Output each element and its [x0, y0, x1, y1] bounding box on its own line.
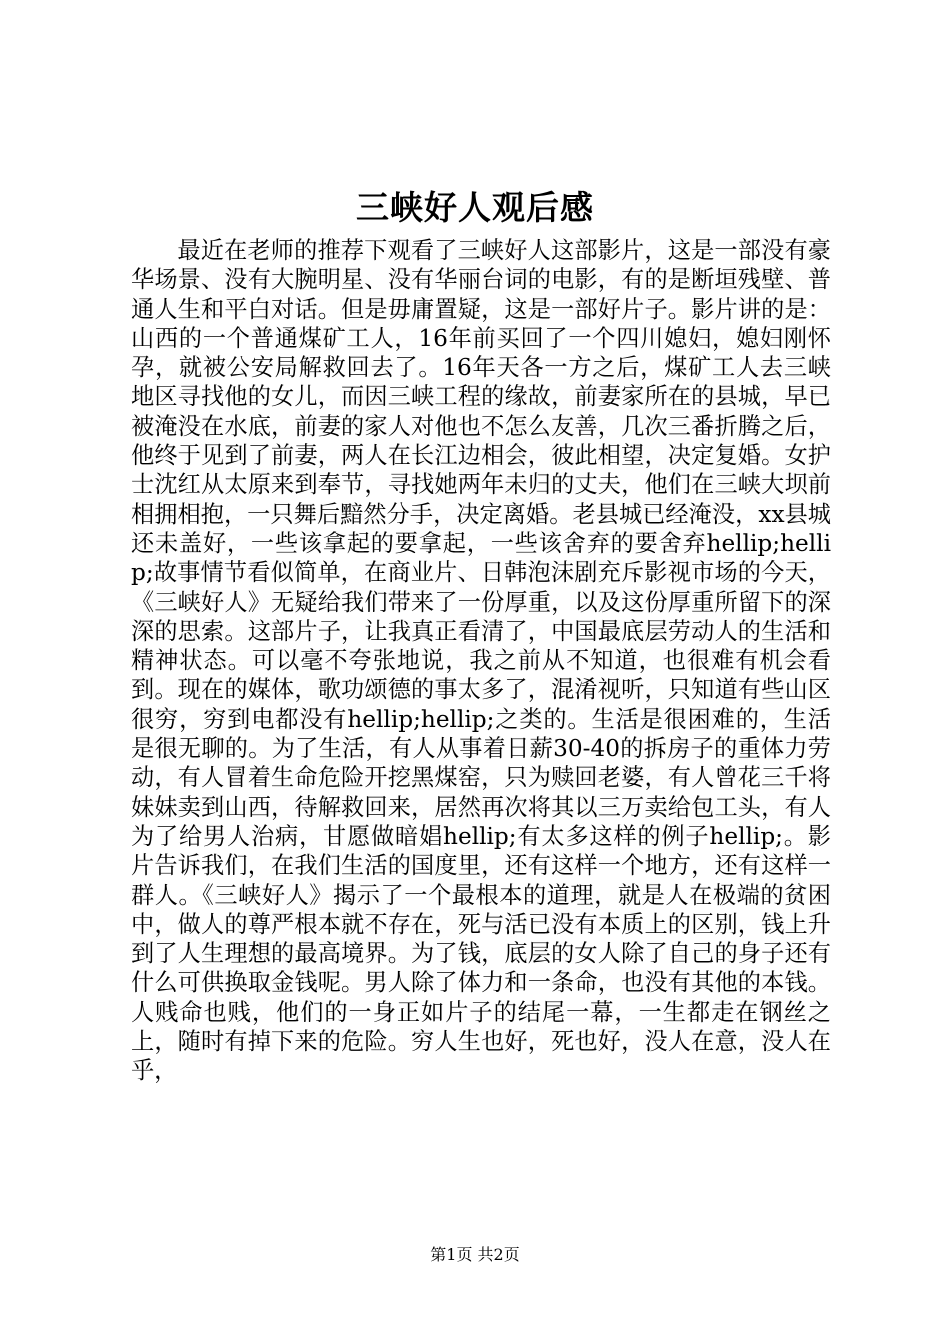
page-number-footer: 第1页 共2页 — [430, 1245, 520, 1264]
document-title: 三峡好人观后感 — [356, 188, 594, 227]
document-body-paragraph: 最近在老师的推荐下观看了三峡好人这部影片，这是一部没有豪华场景、没有大腕明星、没有华丽台词的电影，有的是断垣残壁、普通人生和平白对话。但是毋庸置疑，这是一部好片子。影片讲的是：山西的一个普通煤矿工人，16年前买回了一个四川媳妇，媳妇刚怀孕，就被公安局解救回去了。16年天各一方之后，煤矿工人去三峡地区寻找他的女儿，而因三峡工程的缘故，前妻家所在的县城，早已被淹没在水底，前妻的家人对他也不怎么友善，几次三番折腾之后，他终于见到了前妻，两人在长江边相会，彼此相望，决定复婚。女护士沈红从太原来到奉节，寻找她两年未归的丈夫，他们在三峡大坝前相拥相抱，一只舞后黯然分手，决定离婚。老县城已经淹没，xx县城还未盖好，一些该拿起的要拿起，一些该舍弃的要舍弃hellip;hellip;故事情节看似简单，在商业片、日韩泡沫剧充斥影视市场的今天，《三峡好人》无疑给我们带来了一份厚重，以及这份厚重所留下的深深的思索。这部片子，让我真正看清了，中国最底层劳动人的生活和精神状态。可以毫不夸张地说，我之前从不知道，也很难有机会看到。现在的媒体，歌功颂德的事太多了，混淆视听，只知道有些山区很穷，穷到电都没有hellip;hellip;之类的。生活是很困难的，生活是很无聊的。为了生活，有人从事着日薪30-40的拆房子的重体力劳动，有人冒着生命危险开挖黑煤窑，只为赎回老婆，有人曾花三千将妹妹卖到山西，待解救回来，居然再次将其以三万卖给包工头，有人为了给男人治病，甘愿做暗娼hellip;有太多这样的例子hellip;。影片告诉我们，在我们生活的国度里，还有这样一个地方，还有这样一群人。《三峡好人》揭示了一个最根本的道理，就是人在极端的贫困中，做人的尊严根本就不存在，死与活已没有本质上的区别，钱上升到了人生理想的最高境界。为了钱，底层的女人除了自己的身子还有什么可供换取金钱呢。男人除了体力和一条命，也没有其他的本钱。人贱命也贱，他们的一身正如片子的结尾一幕，一生都走在钢丝之上，随时有掉下来的危险。穷人生也好，死也好，没人在意，没人在乎， — [131, 237, 831, 1085]
